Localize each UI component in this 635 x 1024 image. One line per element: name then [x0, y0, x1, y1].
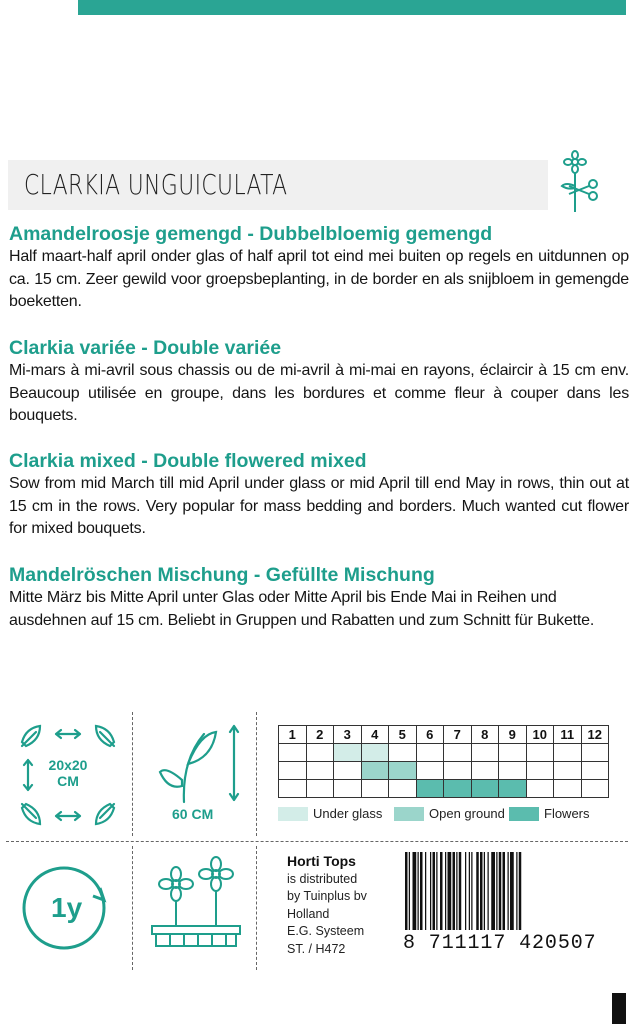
- flower-scissors-icon: [556, 150, 606, 216]
- month-cell: 1: [279, 726, 307, 744]
- barcode-bar: [418, 852, 419, 930]
- barcode-bar: [503, 852, 506, 930]
- barcode-bar: [496, 852, 497, 930]
- barcode-bar: [465, 852, 466, 930]
- month-cell: 4: [361, 726, 389, 744]
- month-cell: 8: [471, 726, 499, 744]
- month-cell: 12: [581, 726, 609, 744]
- barcode: [405, 852, 627, 930]
- spacing-label-line1: 20x20: [48, 757, 88, 773]
- section-title: Amandelroosje gemengd - Dubbelbloemig gemengd: [9, 223, 493, 245]
- latin-name-banner: [8, 160, 548, 210]
- legend-swatch: [394, 807, 424, 821]
- barcode-bar: [488, 852, 489, 930]
- distributor-line: by Tuinplus bv: [287, 889, 367, 903]
- edge-mark: [612, 993, 626, 1024]
- calendar-row-flowers: [279, 780, 609, 798]
- divider: [132, 846, 133, 970]
- month-cell: 11: [554, 726, 582, 744]
- section-body: Sow from mid March till mid April under glass or mid April till end May in rows, thin out at 15 cm in the rows. Very popular for mass bedding and borders. Much wanted cut flower for mixed bouquets.: [9, 475, 629, 537]
- calendar-header-row: [279, 726, 609, 744]
- section-body: Half maart-half april onder glas of half april tot eind mei buiten op regels en uitdunnen op ca. 15 cm. Zeer gewild voor groepsbeplanting, in de border en als snijbloem in gemengde boeketten.: [9, 248, 629, 310]
- legend-flowers: [509, 806, 590, 821]
- barcode-bar: [409, 852, 410, 930]
- barcode-bar: [469, 852, 470, 930]
- legend-label: Under glass: [313, 806, 383, 821]
- divider: [256, 846, 257, 970]
- section-title: Clarkia variée - Double variée: [9, 337, 282, 359]
- legend-swatch: [278, 807, 308, 821]
- barcode-bar: [476, 852, 479, 930]
- latin-name: CLARKIA UNGUICULATA: [24, 168, 288, 201]
- section-title: Mandelröschen Mischung - Gefüllte Mischung: [9, 564, 435, 586]
- legend-label: Open ground: [429, 806, 505, 821]
- sowing-calendar: [278, 725, 609, 798]
- distributor-info: [287, 853, 367, 958]
- section-english: [9, 449, 629, 541]
- month-cell: 5: [389, 726, 417, 744]
- divider: [132, 712, 133, 836]
- barcode-bar: [445, 852, 446, 930]
- divider: [6, 841, 628, 842]
- section-german: [9, 563, 629, 632]
- month-cell: 10: [526, 726, 554, 744]
- spacing-label-line2: CM: [57, 773, 79, 789]
- barcode-bar: [510, 852, 514, 930]
- calendar-row-open-ground: [279, 762, 609, 780]
- legend-swatch: [509, 807, 539, 821]
- barcode-bar: [433, 852, 436, 930]
- barcode-bar: [436, 852, 437, 930]
- legend-under-glass: [278, 806, 382, 821]
- height-label: 60 CM: [172, 806, 214, 822]
- barcode-bar: [508, 852, 509, 930]
- month-cell: 9: [499, 726, 527, 744]
- barcode-bar: [459, 852, 462, 930]
- distributor-line: Holland: [287, 906, 330, 921]
- distributor-line: ST. / H472: [287, 941, 346, 956]
- barcode-bar: [491, 852, 495, 930]
- barcode-bar: [519, 852, 522, 930]
- month-cell: 7: [444, 726, 472, 744]
- legend-open-ground: [394, 806, 505, 821]
- barcode-bar: [484, 852, 485, 930]
- distributor-line: is distributed: [287, 871, 358, 886]
- barcode-bar: [499, 852, 502, 930]
- section-body: Mi-mars à mi-avril sous chassis ou de mi-avril à mi-mai en rayons, éclaircir à 15 cm env. Beaucoup utilisée en groupe, dans les bordures et comme fleur à couper dans les bouquets.: [9, 362, 629, 424]
- barcode-bar: [405, 852, 408, 930]
- distributor-line: E.G. Systeem: [287, 924, 365, 938]
- barcode-bar: [420, 852, 423, 930]
- divider: [256, 712, 257, 836]
- barcode-bar: [456, 852, 457, 930]
- barcode-bar: [430, 852, 431, 930]
- barcode-bar: [448, 852, 452, 930]
- calendar-row-under-glass: [279, 744, 609, 762]
- barcode-bar: [480, 852, 483, 930]
- barcode-bar: [440, 852, 443, 930]
- section-french: [9, 336, 629, 428]
- legend-label: Flowers: [544, 806, 590, 821]
- barcode-digits: 8 711117 420507: [403, 932, 597, 955]
- top-color-bar: [78, 0, 626, 15]
- month-cell: 6: [416, 726, 444, 744]
- month-cell: 2: [306, 726, 334, 744]
- brand-name: Horti Tops: [287, 853, 356, 869]
- barcode-bar: [471, 852, 472, 930]
- section-dutch: [9, 222, 629, 314]
- barcode-bar: [516, 852, 517, 930]
- flowers-tray-icon: [146, 852, 246, 952]
- section-body: Mitte März bis Mitte April unter Glas oder Mitte April bis Ende Mai in Reihen und ausdehnen auf 15 cm. Beliebt in Gruppen und Rabatten und zum Schnitt für Bukette.: [9, 589, 595, 629]
- plant-height-icon: [156, 720, 248, 806]
- barcode-bar: [453, 852, 456, 930]
- lifecycle-label: 1y: [51, 892, 83, 923]
- spacing-label: [42, 757, 94, 789]
- barcode-bar: [425, 852, 426, 930]
- barcode-bar: [413, 852, 417, 930]
- section-title: Clarkia mixed - Double flowered mixed: [9, 450, 367, 472]
- month-cell: 3: [334, 726, 362, 744]
